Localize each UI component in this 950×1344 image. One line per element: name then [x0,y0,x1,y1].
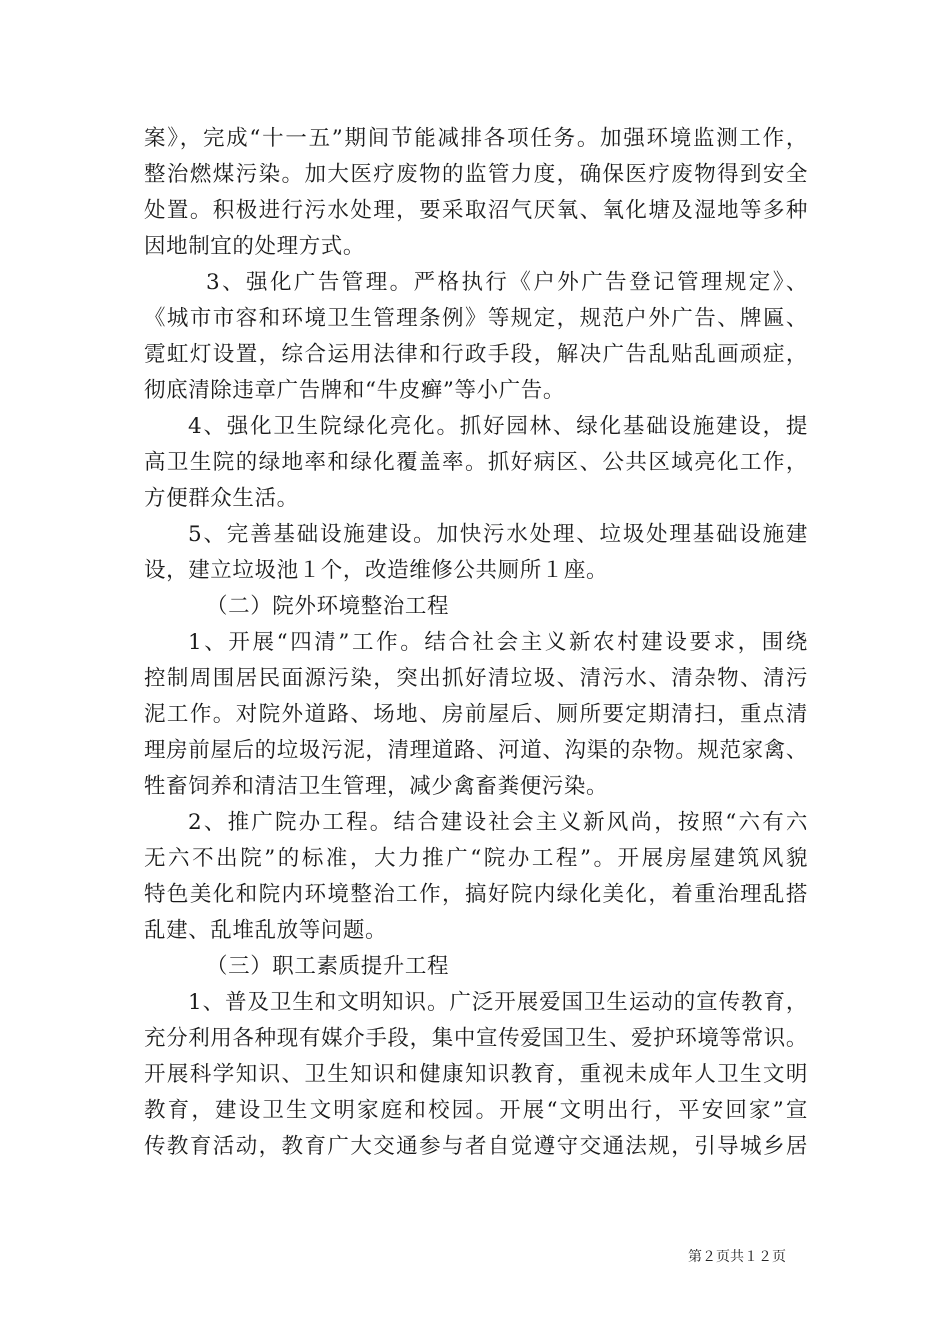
text-line: 高卫生院的绿地率和绿化覆盖率。抓好病区、公共区域亮化工作， [144,450,808,475]
text-line: 3、强化广告管理。严格执行《户外广告登记管理规定》、 [206,270,808,295]
text-line: 《城市市容和环境卫生管理条例》等规定，规范户外广告、牌匾、 [144,306,808,331]
text-line: 教育，建设卫生文明家庭和校园。开展“文明出行，平安回家”宣 [144,1098,808,1123]
text-line: 彻底清除违章广告牌和“牛皮癣”等小广告。 [144,378,565,403]
page-number: 第２页共１２页 [688,1249,786,1265]
text-line: 控制周围居民面源污染，突出抓好清垃圾、清污水、清杂物、清污 [144,666,808,691]
text-line: 4、强化卫生院绿化亮化。抓好园林、绿化基础设施建设，提 [188,414,808,439]
document-body [144,121,808,1165]
text-line: 处置。积极进行污水处理，要采取沼气厌氧、氧化塘及湿地等多种 [144,198,808,223]
text-line: 充分利用各种现有媒介手段，集中宣传爱国卫生、爱护环境等常识。 [144,1026,808,1051]
text-line: 特色美化和院内环境整治工作，搞好院内绿化美化，着重治理乱搭 [144,882,808,907]
section-heading: （三）职工素质提升工程 [206,954,450,979]
text-line: 1、开展“四清”工作。结合社会主义新农村建设要求，围绕 [188,630,808,655]
text-line: 方便群众生活。 [144,486,299,511]
text-line: 因地制宜的处理方式。 [144,234,366,259]
section-heading: （二）院外环境整治工程 [206,594,450,619]
text-line: 无六不出院”的标准，大力推广“院办工程”。开展房屋建筑风貌 [144,846,808,871]
text-line: 案》，完成“十一五”期间节能减排各项任务。加强环境监测工作， [144,126,808,151]
text-line: 传教育活动，教育广大交通参与者自觉遵守交通法规，引导城乡居 [144,1134,808,1159]
text-line: 整治燃煤污染。加大医疗废物的监管力度，确保医疗废物得到安全 [144,162,808,187]
text-line: 5、完善基础设施建设。加快污水处理、垃圾处理基础设施建 [188,522,808,547]
text-line: 2、推广院办工程。结合建设社会主义新风尚，按照“六有六 [188,810,808,835]
text-line: 泥工作。对院外道路、场地、房前屋后、厕所要定期清扫，重点清 [144,702,808,727]
text-line: 设，建立垃圾池１个，改造维修公共厕所１座。 [144,558,609,583]
text-line: 牲畜饲养和清洁卫生管理，减少禽畜粪便污染。 [144,774,609,799]
text-line: 霓虹灯设置，综合运用法律和行政手段，解决广告乱贴乱画顽症， [144,342,808,367]
text-line: 乱建、乱堆乱放等问题。 [144,918,388,943]
text-line: 开展科学知识、卫生知识和健康知识教育，重视未成年人卫生文明 [144,1062,808,1087]
text-line: 1、普及卫生和文明知识。广泛开展爱国卫生运动的宣传教育， [188,990,808,1015]
text-line: 理房前屋后的垃圾污泥，清理道路、河道、沟渠的杂物。规范家禽、 [144,738,808,763]
